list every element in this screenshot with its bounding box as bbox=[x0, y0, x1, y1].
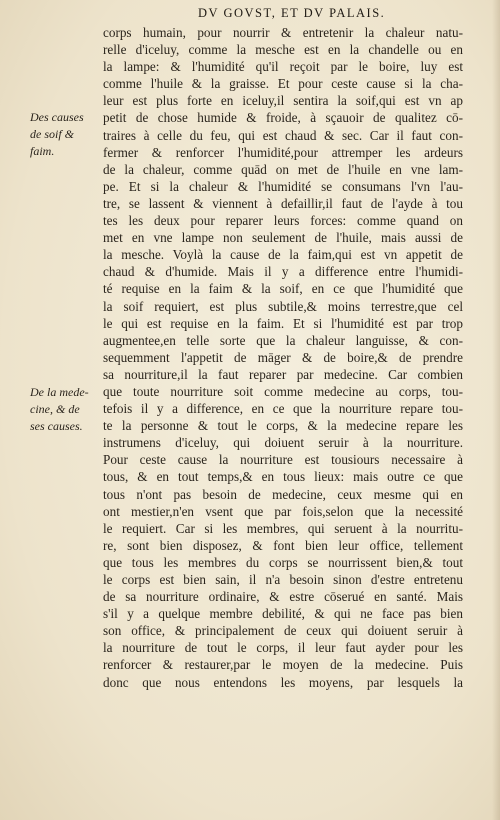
text-line: de sa nourriture ordinaire, & estre cōserué en santé. Mais bbox=[103, 589, 463, 605]
text-line: tous n'ont pas besoin de medecine, ceux mesme qui en bbox=[103, 486, 463, 502]
margin-note-causes-of-thirst-and-hunger bbox=[30, 109, 84, 160]
text-line: te la personne & tout le corps, & la medecine repare les bbox=[103, 418, 463, 434]
text-line: chaud & d'humide. Mais il y a difference entre l'humidi- bbox=[103, 264, 463, 280]
text-line: son office, & principalement de ceux qui doiuent seruir à bbox=[103, 623, 463, 639]
margin-note-line: De la mede- bbox=[30, 385, 89, 399]
text-line: re, sont bien disposez, & font bien leur office, tellement bbox=[103, 537, 463, 553]
text-line: Pour ceste cause la nourriture est tousiours necessaire à bbox=[103, 452, 463, 468]
text-line: traires à celle du feu, qui est chaud & sec. Car il faut con- bbox=[103, 127, 463, 143]
margin-note-line: Des causes bbox=[30, 110, 84, 124]
text-line: la soif requiert, est plus subtile,& moins terrestre,que cel bbox=[103, 298, 463, 314]
text-line: s'il y a quelque membre debilité, & qui ne face pas bien bbox=[103, 606, 463, 622]
text-line: tre, se lassent & viennent à defaillir,il faut de l'ayde à tou bbox=[103, 195, 463, 211]
text-line: tous, & en tout temps,& en tous lieux: mais outre ce que bbox=[103, 469, 463, 485]
text-line: renforcer & restaurer,par le moyen de la medecine. Puis bbox=[103, 657, 463, 673]
text-line: relle d'iceluy, comme la mesche est en la chandelle ou en bbox=[103, 42, 463, 58]
margin-note-medicine-and-its-causes bbox=[30, 384, 89, 435]
margin-note-line: ses causes. bbox=[30, 419, 83, 433]
text-line: leur est plus forte en iceluy,il sentira la soif,qui est vn ap bbox=[103, 93, 463, 109]
running-head: DV GOVST, ET DV PALAIS. bbox=[198, 6, 386, 20]
text-line: fermer & renforcer l'humidité,pour attremper les ardeurs bbox=[103, 144, 463, 160]
text-line: corps humain, pour nourrir & entretenir la chaleur natu- bbox=[103, 25, 463, 40]
text-line: le corps est bien sain, il n'a besoin sinon d'estre entretenu bbox=[103, 572, 463, 587]
body-text-block bbox=[103, 24, 463, 691]
text-line: le requiert. Car si les membres, qui seruent à la nourritu- bbox=[103, 520, 463, 536]
text-line: té requise en la faim & la soif, en ce que l'humidité que bbox=[103, 281, 463, 297]
text-line: la lampe: & l'humidité qu'il reçoit par le boire, luy est bbox=[103, 59, 463, 75]
text-line: que toute nourriture soit comme medecine au corps, tou- bbox=[103, 383, 463, 399]
text-line: sequemment l'appetit de māger & de boire,& de prendre bbox=[103, 349, 463, 365]
text-line: comme l'huile & la graisse. Et pour ceste cause si la cha- bbox=[103, 76, 463, 92]
text-line: donc que nous entendons les moyens, par lesquels la bbox=[103, 674, 463, 690]
text-line: instrumens d'iceluy, qui doiuent seruir à la nourriture. bbox=[103, 435, 463, 451]
text-line: pe. Et si la chaleur & l'humidité se consumans l'vn l'au- bbox=[103, 178, 463, 194]
text-line: de la chaleur, comme quād on met de l'huile en vne lam- bbox=[103, 161, 463, 177]
text-line: sa nourriture,il la faut reparer par medecine. Car combien bbox=[103, 366, 463, 382]
text-line: augmentee,en telle sorte que la chaleur languisse, & con- bbox=[103, 332, 463, 348]
margin-note-line: de soif & bbox=[30, 127, 74, 141]
text-line: ont mestier,n'en vsent que par fois,selon que la necessité bbox=[103, 503, 463, 519]
text-line: tefois il y a difference, en ce que la nourriture repare tou- bbox=[103, 401, 463, 417]
text-line: tes les deux pour reparer leurs forces: comme quand on bbox=[103, 213, 463, 229]
text-line: la mesche. Voylà la cause de la faim,qui est vn appetit de bbox=[103, 247, 463, 263]
text-line: le qui est requise en la faim. Et si l'humidité est par trop bbox=[103, 315, 463, 331]
margin-note-line: cine, & de bbox=[30, 402, 80, 416]
page-edge-shadow bbox=[492, 0, 500, 820]
text-line: met en vne lampe non seulement de l'huile, mais aussi de bbox=[103, 230, 463, 246]
text-line: que tous les membres du corps se nourrissent bien,& tout bbox=[103, 554, 463, 570]
margin-note-line: faim. bbox=[30, 144, 55, 158]
text-line: petit de chose humide & froide, à sçauoir de qualitez cō- bbox=[103, 110, 463, 126]
text-line: la nourriture de tout le corps, il leur faut ayder pour les bbox=[103, 640, 463, 656]
